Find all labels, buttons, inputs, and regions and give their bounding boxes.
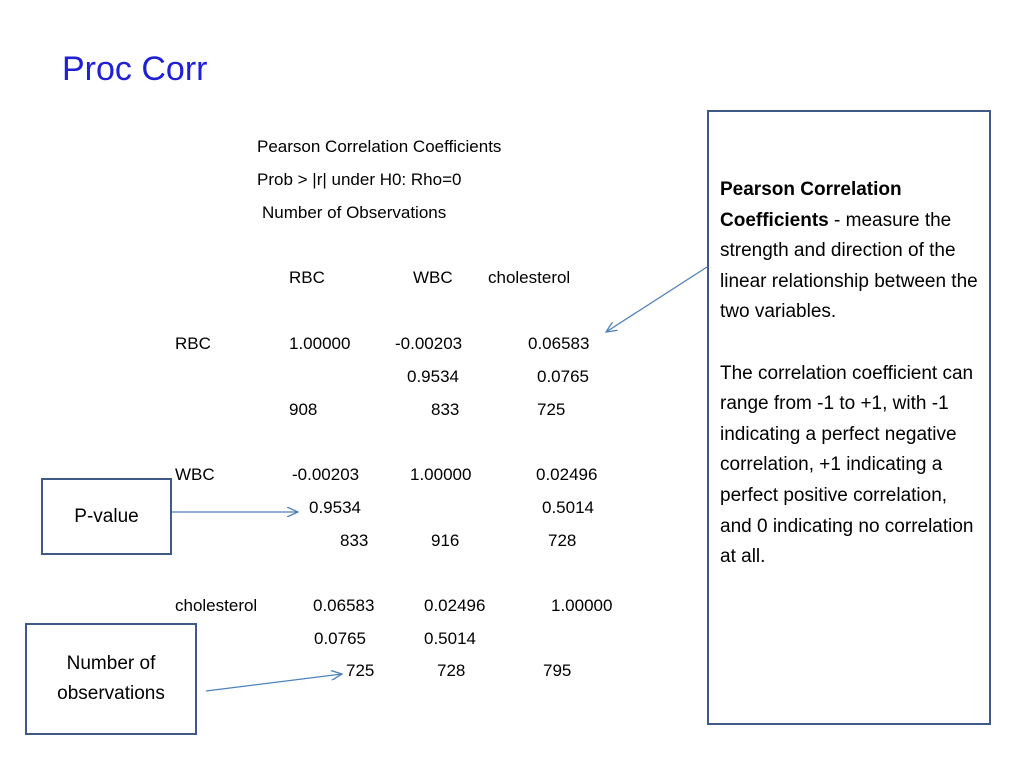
pvalue-callout-box [41,478,172,555]
cell-coef: 0.02496 [424,596,486,615]
observations-callout-line-1: Number of [66,653,156,674]
cell-coef: 0.06583 [313,596,375,615]
table-header-line-1: Pearson Correlation Coefficients [257,137,502,156]
cell-coef: -0.00203 [395,334,463,353]
cell-coef: -0.00203 [292,465,360,484]
column-header-wbc: WBC [413,268,453,287]
cell-coef: 1.00000 [289,334,351,353]
cell-n: 833 [340,531,369,550]
cell-n: 728 [548,531,577,550]
row-label-wbc: WBC [175,465,215,484]
pearson-arrow [606,267,707,332]
cell-n: 725 [537,400,566,419]
cell-n: 908 [289,400,318,419]
cell-coef: 1.00000 [410,465,472,484]
cell-pvalue: 0.5014 [542,498,594,517]
pearson-definition-term: Pearson Correlation Coefficients [720,179,902,231]
column-header-rbc: RBC [289,268,325,287]
cell-pvalue: 0.0765 [537,367,589,386]
cell-n: 916 [431,531,460,550]
row-label-cholesterol: cholesterol [175,596,258,615]
observations-callout-line-2: observations [57,683,165,704]
cell-coef: 0.06583 [528,334,590,353]
cell-n: 833 [431,400,460,419]
cell-n: 725 [346,661,375,680]
cell-pvalue: 0.9534 [309,498,361,517]
observations-arrow [206,674,342,691]
pearson-definition-paragraph [720,175,979,328]
pearson-definition-box [707,110,991,725]
pearson-definition-text: - measure the strength and direction of the linear relationship between the two variables. [720,209,978,323]
cell-n: 795 [543,661,572,680]
row-label-rbc: RBC [175,334,211,353]
pvalue-callout-label: P-value [74,505,139,527]
cell-pvalue: 0.0765 [314,629,366,648]
cell-coef: 0.02496 [536,465,598,484]
cell-coef: 1.00000 [551,596,613,615]
cell-n: 728 [437,661,466,680]
cell-pvalue: 0.9534 [407,367,459,386]
slide-title: Proc Corr [62,50,208,88]
column-header-cholesterol: cholesterol [488,268,571,287]
observations-callout-box [25,623,197,735]
paragraph-spacer [720,328,979,359]
table-header-line-2: Prob > |r| under H0: Rho=0 [257,170,462,189]
correlation-range-paragraph: The correlation coefficient can range from -1 to +1, with -1 indicating a perfect negative correlation, +1 indicating a perfect positive correlation, and 0 indicating no correlation at all. [720,362,974,568]
table-header-line-3: Number of Observations [262,203,447,222]
cell-pvalue: 0.5014 [424,629,476,648]
